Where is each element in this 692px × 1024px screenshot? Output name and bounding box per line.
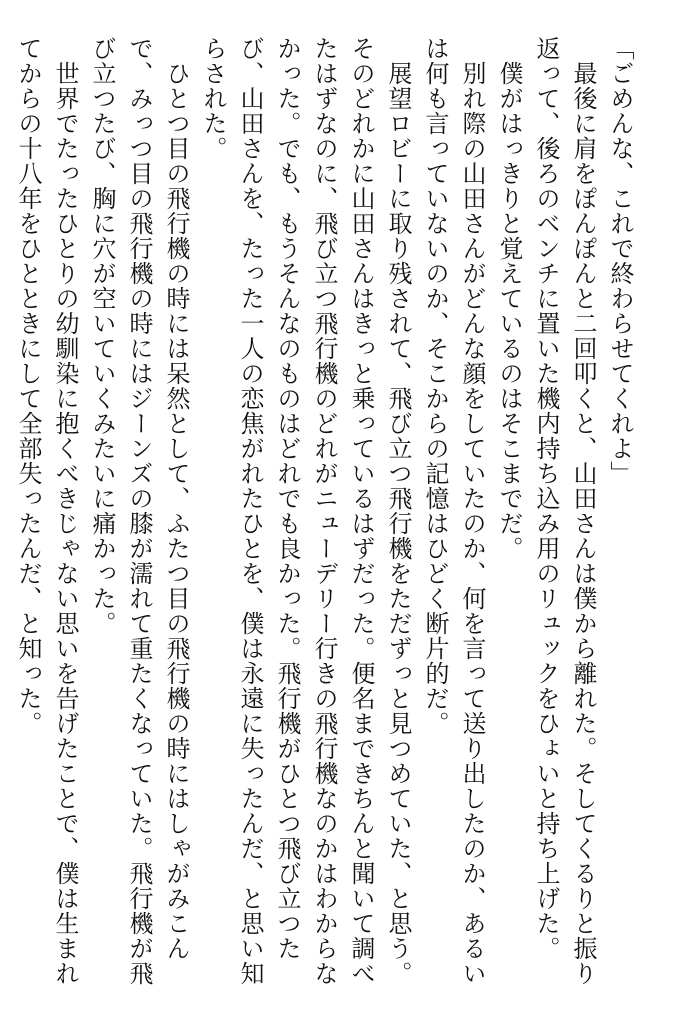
paragraph: 世界でたったひとりの幼馴染に抱くべきじゃない思いを告げたことで、僕は生まれてからの十八年をひとときにして全部失ったんだ、と知った。 xyxy=(14,36,79,986)
paragraph: 僕がはっきりと覚えているのはそこまでだ。 xyxy=(495,36,523,561)
paragraph-dialogue: 「ごめんな、これで終わらせてくれよ」 xyxy=(606,36,634,486)
paragraph: 別れ際の山田さんがどんな顔をしていたのか、何を言って送り出したのか、あるいは何も言っていないのか、そこからの記憶はひどく断片的だ。 xyxy=(421,36,486,986)
paragraph: 最後に肩をぽんぽんと二回叩くと、山田さんは僕から離れた。そしてくるりと振り返って、後ろのベンチに置いた機内持ち込み用のリュックをひょいと持ち上げた。 xyxy=(532,36,597,986)
vertical-text-body xyxy=(9,36,638,996)
paragraph: ひとつ目の飛行機の時には呆然として、ふたつ目の飛行機の時にはしゃがみこんで、みっつ目の飛行機の時にはジーンズの膝が濡れて重たくなっていた。飛行機が飛び立つたび、胸に穴が空いていくみたいに痛かった。 xyxy=(88,36,190,986)
paragraph: 展望ロビーに取り残されて、飛び立つ飛行機をただずっと見つめていた、と思う。そのどれかに山田さんはきっと乗っているはずだった。便名まできちんと聞いて調べたはずなのに、飛び立つ飛行機のどれがニューデリー行きの飛行機なのかはわからなかった。でも、もうそんなのものはどれでも良かった。飛行機がひとつ飛び立つたび、山田さんを、たった一人の恋焦がれたひとを、僕は永遠に失ったんだ、と思い知らされた。 xyxy=(199,36,412,986)
